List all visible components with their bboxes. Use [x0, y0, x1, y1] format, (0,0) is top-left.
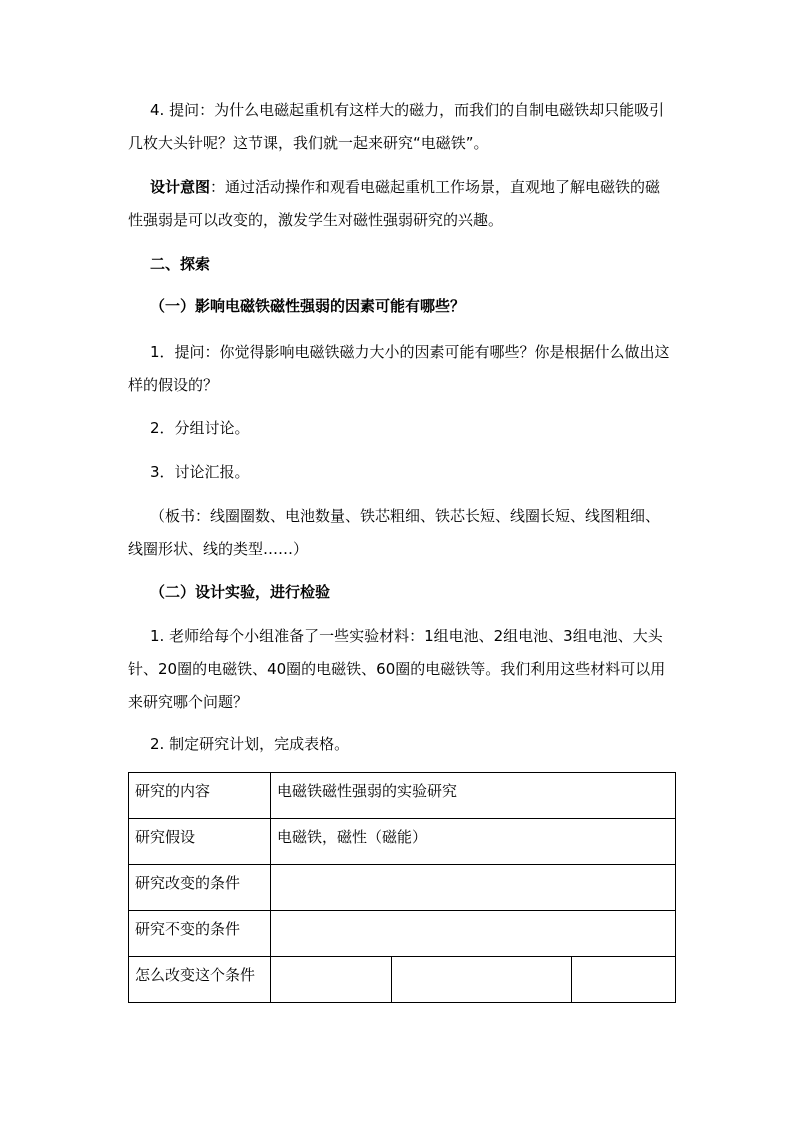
- table-row: [129, 911, 676, 957]
- subsection-heading-factors: （一）影响电磁铁磁性强弱的因素可能有哪些？: [150, 297, 466, 315]
- table-label-cell: 研究的内容: [129, 773, 271, 819]
- subsection-heading-experiment: （二）设计实验，进行检验: [150, 583, 331, 601]
- table-label-cell: 研究假设: [129, 819, 271, 865]
- paragraph-materials: 1. 老师给每个小组准备了一些实验材料：1组电池、2组电池、3组电池、大头针、20圈的电磁铁、40圈的电磁铁、60圈的电磁铁等。我们利用这些材料可以用来研究哪个问题？: [128, 627, 666, 711]
- table-blank-cell: [271, 957, 392, 1003]
- table-label-cell: 研究改变的条件: [129, 865, 271, 911]
- research-plan-table: [128, 772, 676, 1003]
- table-blank-cell: [572, 957, 676, 1003]
- paragraph-blackboard-notes: （板书：线圈圈数、电池数量、铁芯粗细、铁芯长短、线圈长短、线图粗细、线圈形状、线的类型……）: [128, 507, 661, 558]
- paragraph-discussion-report: 3．讨论汇报。: [150, 463, 250, 481]
- table-row: [129, 819, 676, 865]
- table-label-cell: 怎么改变这个条件: [129, 957, 271, 1003]
- design-intent-text: ：通过活动操作和观看电磁起重机工作场景，直观地了解电磁铁的磁性强弱是可以改变的，激发学生对磁性强弱研究的兴趣。: [128, 178, 661, 229]
- table-row: [129, 773, 676, 819]
- paragraph-question-4: 4. 提问：为什么电磁起重机有这样大的磁力，而我们的自制电磁铁却只能吸引几枚大头针呢？这节课，我们就一起来研究“电磁铁”。: [128, 101, 665, 152]
- table-label-cell: 研究不变的条件: [129, 911, 271, 957]
- paragraph-make-plan: 2. 制定研究计划，完成表格。: [150, 735, 350, 753]
- paragraph-question-1: 1．提问：你觉得影响电磁铁磁力大小的因素可能有哪些？你是根据什么做出这样的假设的？: [128, 343, 670, 394]
- table-row: [129, 865, 676, 911]
- paragraph-group-discussion: 2．分组讨论。: [150, 419, 250, 437]
- table-row: [129, 957, 676, 1003]
- design-intent-label: 设计意图: [150, 178, 211, 196]
- paragraph-design-intent: [128, 171, 674, 237]
- section-heading-explore: 二、探索: [150, 255, 211, 273]
- table-value-cell: [271, 911, 676, 957]
- table-value-cell: 电磁铁磁性强弱的实验研究: [271, 773, 676, 819]
- table-value-cell: 电磁铁，磁性（磁能）: [271, 819, 676, 865]
- table-blank-cell: [392, 957, 572, 1003]
- table-value-cell: [271, 865, 676, 911]
